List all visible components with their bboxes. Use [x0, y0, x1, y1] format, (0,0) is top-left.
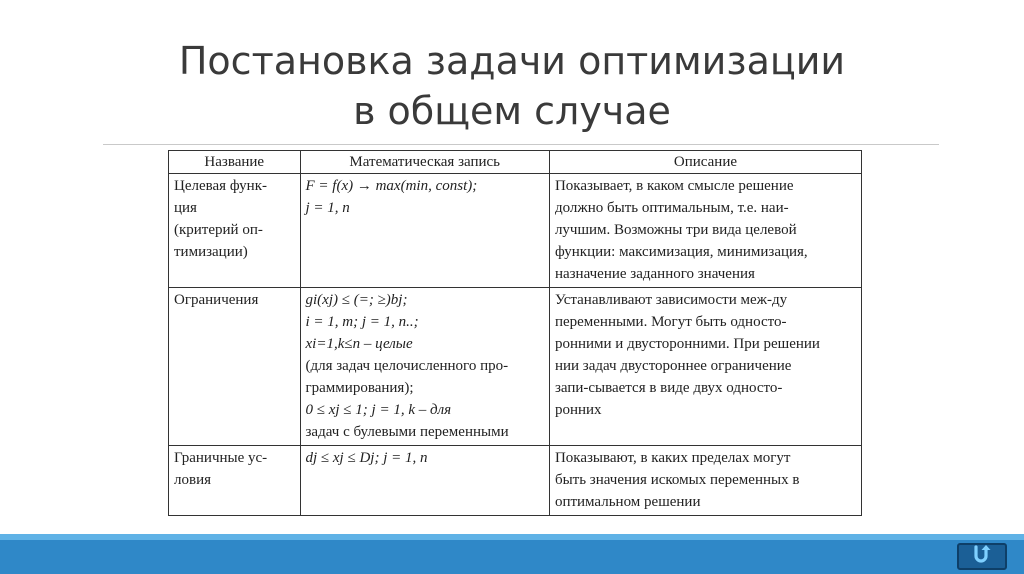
formula-line: задач с булевыми переменными — [305, 424, 509, 440]
formula-line: xi=1,k≤n – целые — [305, 336, 413, 352]
title-divider — [103, 144, 939, 145]
row-description-cell — [549, 446, 861, 516]
formula-line: gi(xj) ≤ (=; ≥)bj; — [305, 292, 408, 308]
table-header-row — [169, 151, 862, 174]
header-math: Математическая запись — [300, 151, 549, 174]
row-name-line: ция — [174, 200, 197, 216]
slide-title-line-2: в общем случае — [353, 89, 671, 133]
row-name-cell — [169, 446, 301, 516]
row-math-cell — [300, 174, 549, 288]
formula-line: граммирования); — [305, 380, 414, 396]
description-line: функции: максимизация, минимизация, — [554, 244, 808, 260]
row-name-line: Целевая функ- — [174, 178, 267, 194]
return-arrow-icon — [971, 544, 993, 569]
row-name-line: ловия — [174, 472, 211, 488]
description-line: запи-сывается в виде двух односто- — [554, 380, 783, 396]
row-name-line: тимизации) — [174, 244, 248, 260]
description-line: Показывает, в каком смысле решение — [554, 178, 794, 194]
formula-line: F = f(x) → max(min, const); — [305, 178, 478, 194]
table-row — [169, 288, 862, 446]
slide-title-line-1: Постановка задачи оптимизации — [178, 39, 846, 83]
description-line: Устанавливают зависимости меж-ду — [554, 292, 788, 308]
table-row — [169, 174, 862, 288]
footer-stripe — [0, 534, 1024, 540]
description-line: ронними и двусторонними. При решении — [554, 336, 820, 352]
table-row — [169, 446, 862, 516]
description-line: оптимальном решении — [554, 494, 701, 510]
description-line: должно быть оптимальным, т.е. наи- — [554, 200, 789, 216]
row-name-line: (критерий оп- — [174, 222, 263, 238]
footer-bar — [0, 534, 1024, 574]
description-line: Показывают, в каких пределах могут — [554, 450, 791, 466]
formula-line: i = 1, m; j = 1, n..; — [305, 314, 419, 330]
description-line: нии задач двустороннее ограничение — [554, 358, 792, 374]
row-name-cell — [169, 174, 301, 288]
description-line: лучшим. Возможны три вида целевой — [554, 222, 797, 238]
row-description-cell — [549, 288, 861, 446]
optimization-table — [168, 150, 862, 516]
header-description: Описание — [549, 151, 861, 174]
row-description-cell — [549, 174, 861, 288]
formula-line: dj ≤ xj ≤ Dj; j = 1, n — [305, 450, 428, 466]
formula-line: (для задач целочисленного про- — [305, 358, 509, 374]
row-name-cell — [169, 288, 301, 446]
row-name-line: Ограничения — [174, 292, 259, 308]
description-line: переменными. Могут быть односто- — [554, 314, 787, 330]
description-line: ронних — [554, 402, 602, 418]
header-name: Название — [169, 151, 301, 174]
row-math-cell — [300, 446, 549, 516]
row-math-cell — [300, 288, 549, 446]
slide-title — [0, 36, 1024, 136]
formula-line: 0 ≤ xj ≤ 1; j = 1, k – для — [305, 402, 452, 418]
description-line: быть значения искомых переменных в — [554, 472, 800, 488]
formula-line: j = 1, n — [305, 200, 350, 216]
row-name-line: Граничные ус- — [174, 450, 268, 466]
description-line: назначение заданного значения — [554, 266, 755, 282]
return-button[interactable] — [957, 543, 1007, 570]
